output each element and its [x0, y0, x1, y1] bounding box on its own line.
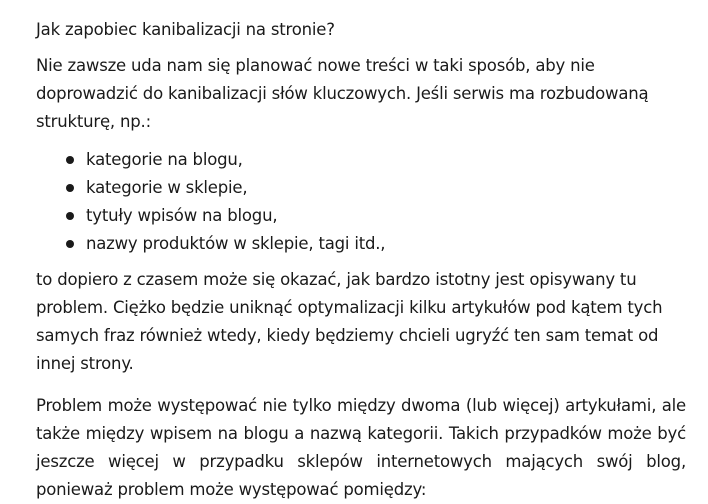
article [36, 18, 686, 504]
list-item-text: kategorie w sklepie, [86, 178, 248, 197]
bullet-icon [66, 212, 74, 220]
list-item-text: kategorie na blogu, [86, 150, 243, 169]
list-item [66, 202, 686, 230]
bullet-icon [66, 240, 74, 248]
bullet-icon [66, 184, 74, 192]
bullet-list [36, 146, 686, 258]
bullet-icon [66, 156, 74, 164]
list-item-text: nazwy produktów w sklepie, tagi itd., [86, 234, 386, 253]
list-item [66, 230, 686, 258]
list-item [66, 146, 686, 174]
list-item [66, 174, 686, 202]
list-item-text: tytuły wpisów na blogu, [86, 206, 278, 225]
closing-paragraph: Problem może występować nie tylko między dwoma (lub więcej) artykułami, ale także między wpisem na blogu a nazwą kategorii. Takich przypadków może być jeszcze więcej w przypadku sklepów internetowych mających swój blog, ponieważ problem może występować pomiędzy: [36, 396, 686, 499]
section-heading: Jak zapobiec kanibalizacji na stronie? [36, 20, 335, 39]
intro-paragraph: Nie zawsze uda nam się planować nowe treści w taki sposób, aby nie doprowadzić do kanibalizacji słów kluczowych. Jeśli serwis ma rozbudowaną strukturę, np.: [36, 56, 649, 131]
body-paragraph: to dopiero z czasem może się okazać, jak bardzo istotny jest opisywany tu problem. Ciężko będzie uniknąć optymalizacji kilku artykułów pod kątem tych samych fraz również wtedy, kiedy będziemy chcieli ugryźć ten sam temat od innej strony. [36, 270, 663, 373]
